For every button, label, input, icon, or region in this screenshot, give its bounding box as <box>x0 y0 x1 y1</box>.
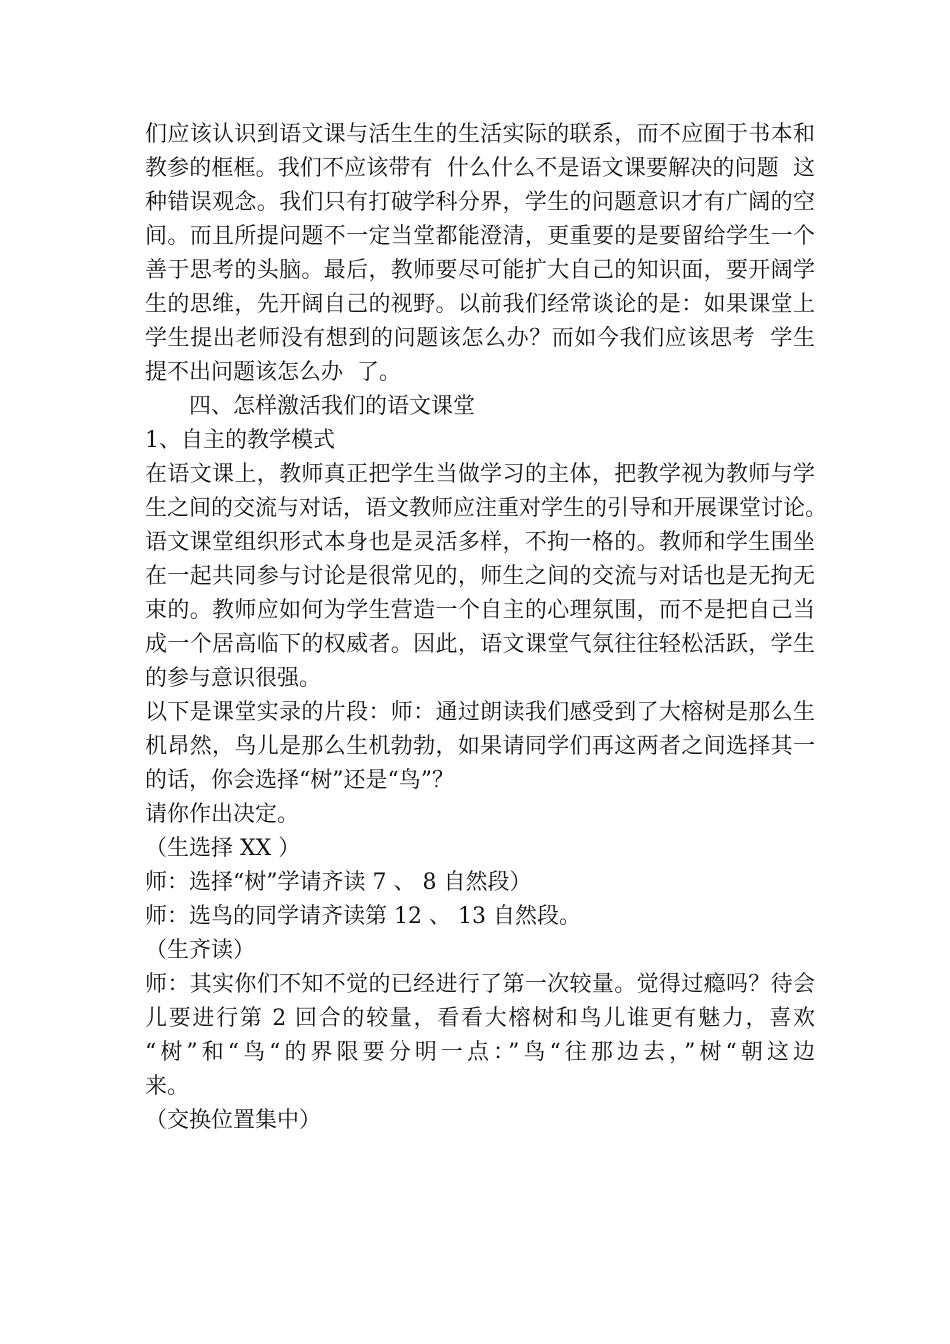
document-body <box>145 118 828 1138</box>
paragraph-line: 生的思维，先开阔自己的视野。以前我们经常谈论的是：如果课堂上 <box>145 292 815 317</box>
paragraph-line: 儿要进行第 2 回合的较量，看看大榕树和鸟儿谁更有魅力，喜欢 <box>145 1006 815 1031</box>
paragraph-line: 生之间的交流与对话，语文教师应注重对学生的引导和开展课堂讨论。 <box>145 496 828 521</box>
paragraph-line: “树”和“鸟“的界限要分明一点：”鸟“往那边去，”树“朝这边 <box>145 1040 815 1065</box>
paragraph-line: 善于思考的头脑。最后，教师要尽可能扩大自己的知识面，要开阔学 <box>145 258 815 283</box>
paragraph-line: 在语文课上，教师真正把学生当做学习的主体，把教学视为教师与学 <box>145 462 815 487</box>
paragraph-line: 来。 <box>145 1074 190 1099</box>
paragraph-line: 间。而且所提问题不一定当堂都能澄清，更重要的是要留给学生一个 <box>145 224 815 249</box>
paragraph-line: （生选择 XX ） <box>145 836 301 861</box>
paragraph-line: 机昂然，鸟儿是那么生机勃勃，如果请同学们再这两者之间选择其一 <box>145 734 815 759</box>
paragraph-line: 学生提出老师没有想到的问题该怎么办？而如今我们应该思考 学生 <box>145 326 815 351</box>
paragraph-line: 以下是课堂实录的片段：师：通过朗读我们感受到了大榕树是那么生 <box>145 700 815 725</box>
paragraph-line: 在一起共同参与讨论是很常见的，师生之间的交流与对话也是无拘无 <box>145 564 815 589</box>
paragraph-line: 束的。教师应如何为学生营造一个自主的心理氛围，而不是把自己当 <box>145 598 815 623</box>
paragraph-line: （交换位置集中） <box>145 1108 322 1133</box>
paragraph-line: 语文课堂组织形式本身也是灵活多样，不拘一格的。教师和学生围坐 <box>145 530 815 555</box>
paragraph-line: 师：选择“树”学请齐读 7 、 8 自然段） <box>145 870 532 895</box>
paragraph-line: 请你作出决定。 <box>145 802 300 827</box>
paragraph-line: 成一个居高临下的权威者。因此，语文课堂气氛往往轻松活跃，学生 <box>145 632 815 657</box>
paragraph-line: 提不出问题该怎么办 了。 <box>145 360 401 385</box>
paragraph-line: 教参的框框。我们不应该带有 什么什么不是语文课要解决的问题 这 <box>145 156 815 181</box>
paragraph-line: 种错误观念。我们只有打破学科分界，学生的问题意识才有广阔的空 <box>145 190 815 215</box>
paragraph-line: 的参与意识很强。 <box>145 666 322 691</box>
subsection-heading: 1、自主的教学模式 <box>145 428 335 453</box>
paragraph-line: 的话，你会选择“树”还是“鸟”？ <box>145 768 454 793</box>
paragraph-line: 们应该认识到语文课与活生生的生活实际的联系，而不应囿于书本和 <box>145 122 815 147</box>
paragraph-line: 师：其实你们不知不觉的已经进行了第一次较量。觉得过瘾吗？待会 <box>145 972 815 997</box>
paragraph-line: （生齐读） <box>145 938 256 963</box>
paragraph-line: 师：选鸟的同学请齐读第 12 、 13 自然段。 <box>145 904 581 929</box>
section-heading: 四、怎样激活我们的语文课堂 <box>189 394 476 419</box>
